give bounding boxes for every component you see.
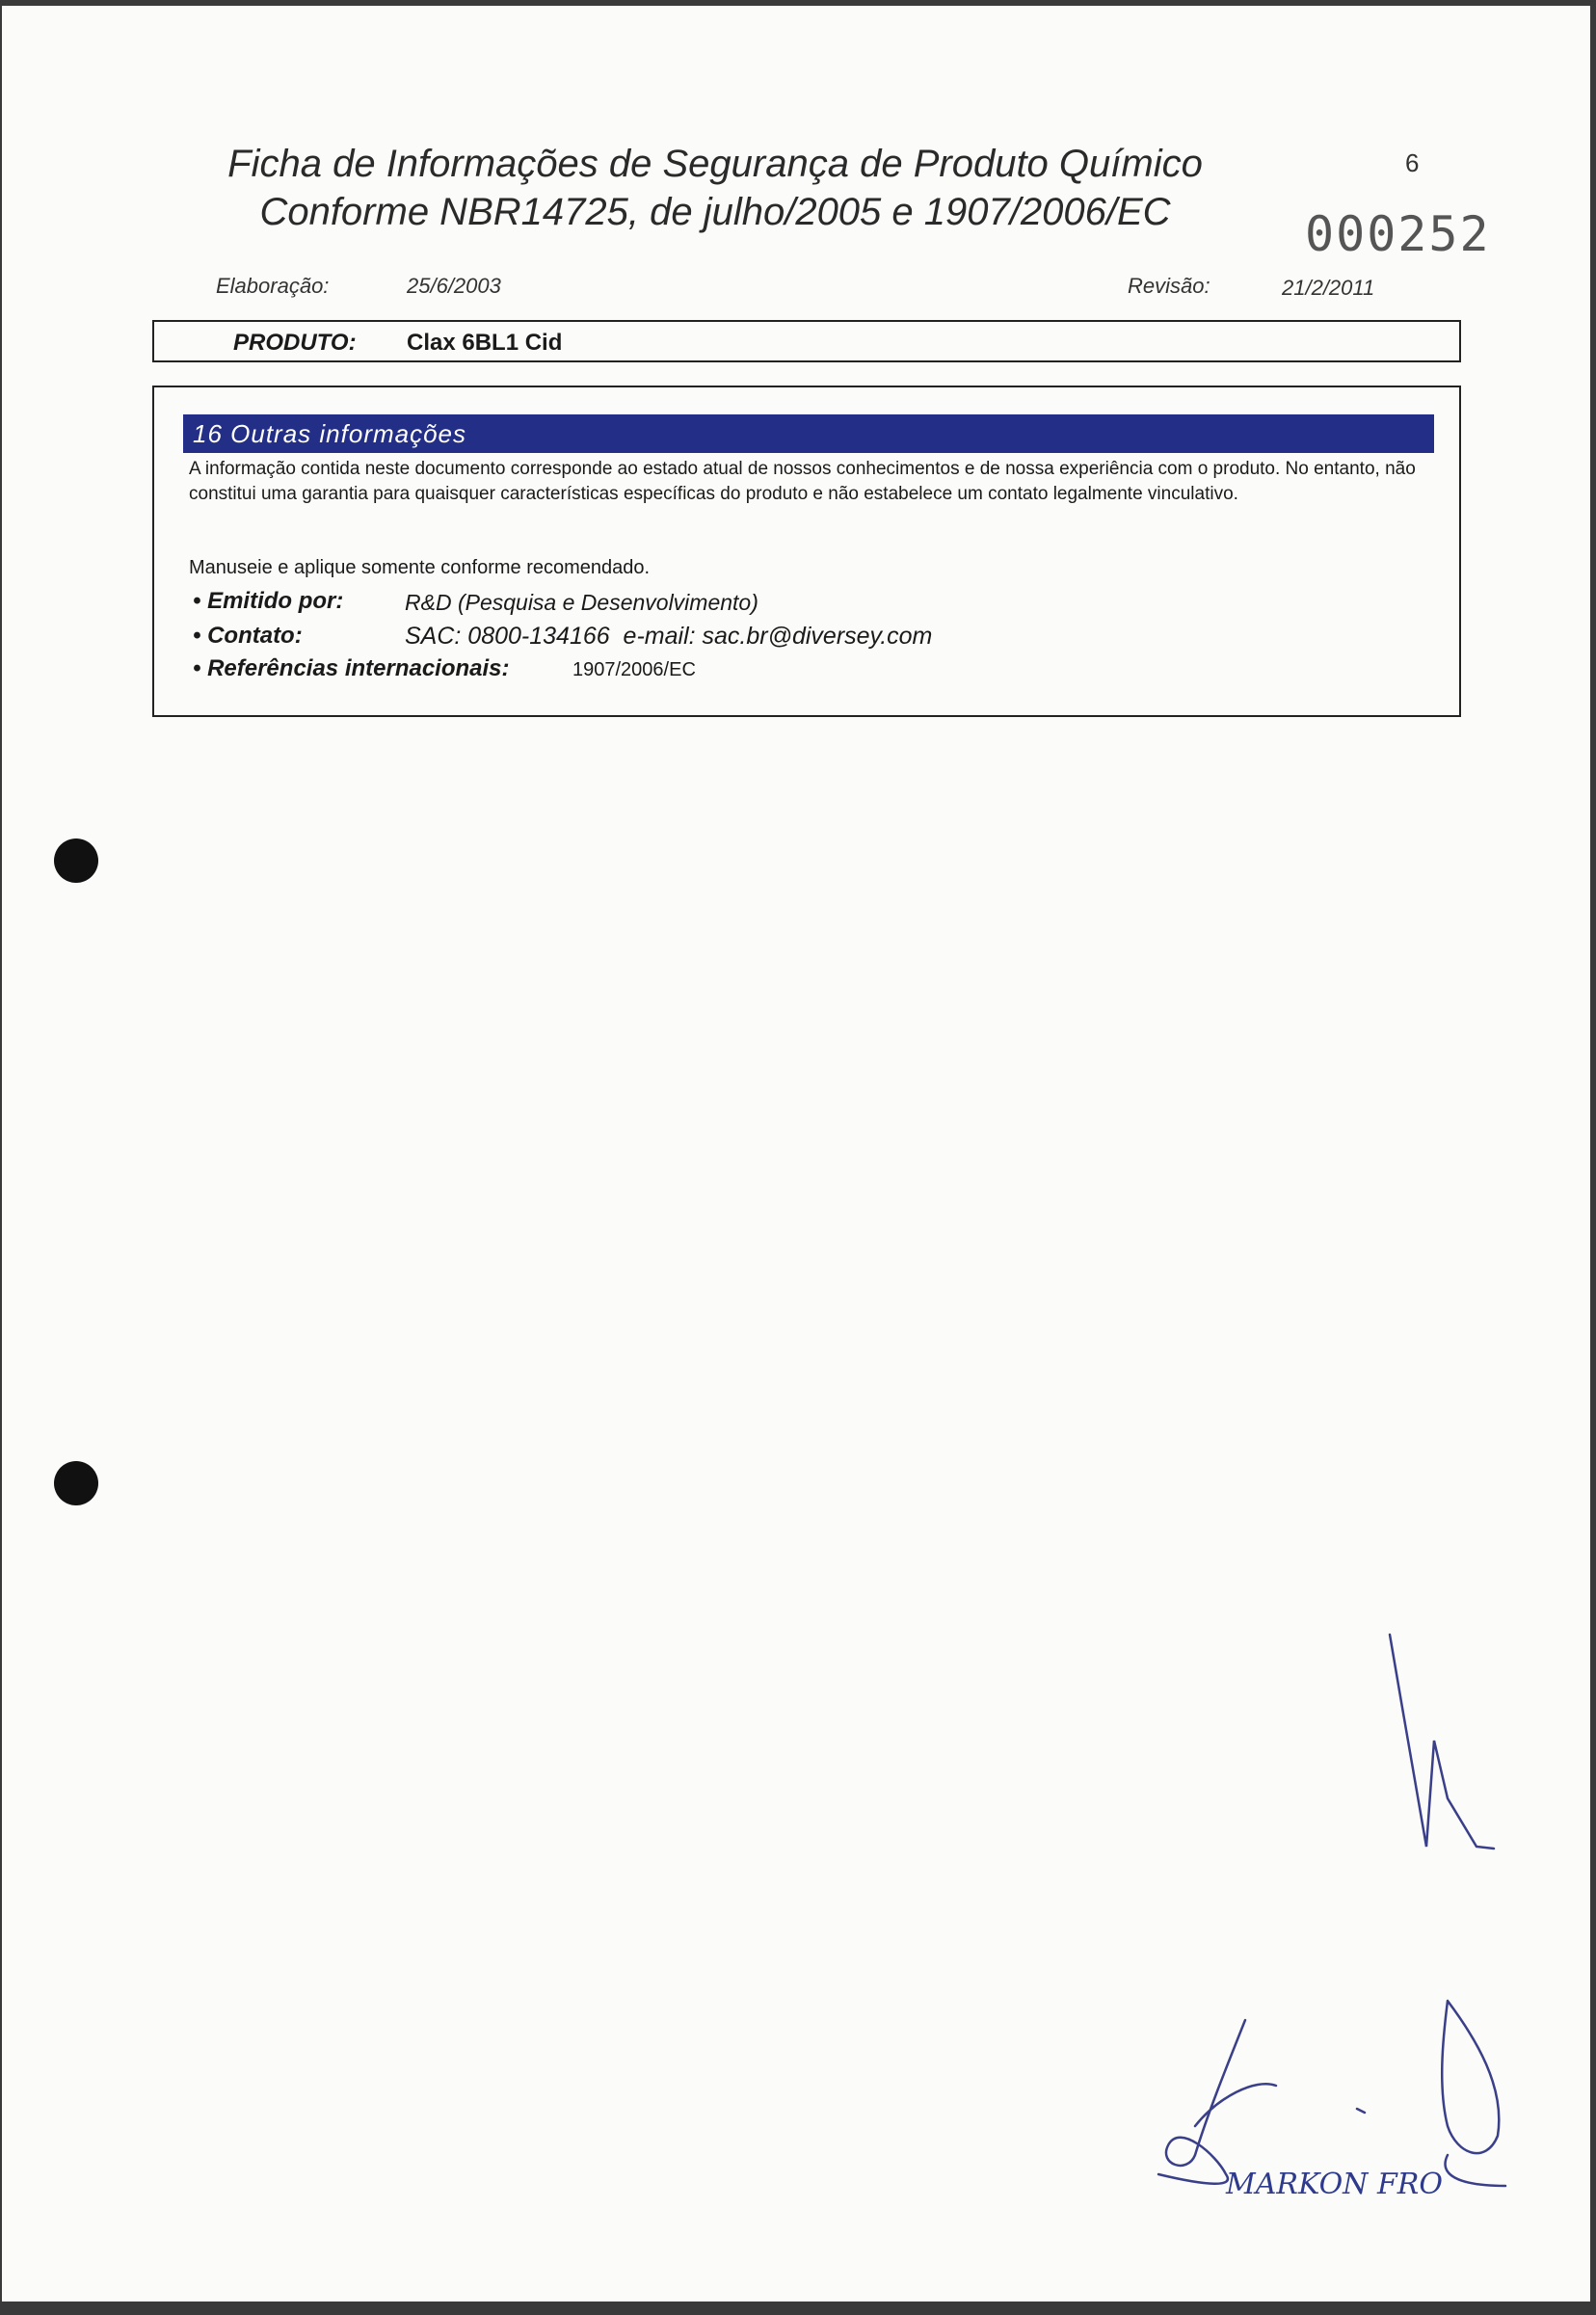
emitido-label: • Emitido por: [193, 588, 344, 614]
emitido-value: R&D (Pesquisa e Desenvolvimento) [405, 590, 758, 615]
section-16-instruction: Manuseie e aplique somente conforme recomendado. [189, 557, 651, 578]
stamp-number: 000252 [1305, 206, 1491, 262]
section-16-paragraph: A informação contida neste documento corresponde ao estado atual de nossos conhecimentos e de nossa experiência com o produto. No entanto, não constitui uma garantia para quaisquer características específicas do produto e não estabelece um contato legalmente vinculativo. [189, 459, 1416, 504]
product-name: Clax 6BL1 Cid [407, 330, 563, 356]
signature-stroke-4 [1357, 2109, 1365, 2113]
signature-stroke-1 [1390, 1635, 1494, 1849]
signature-stroke-5 [1442, 2001, 1499, 2153]
product-label: PRODUTO: [233, 330, 357, 356]
revisao-date: 21/2/2011 [1282, 276, 1375, 300]
signature-stroke-6 [1446, 2155, 1506, 2186]
section-16-heading: 16 Outras informações [183, 414, 1434, 453]
contato-value: SAC: 0800-134166 e-mail: sac.br@diversey.com [405, 623, 933, 650]
revisao-label: Revisão: [1128, 274, 1210, 298]
document-title-line2: Conforme NBR14725, de julho/2005 e 1907/2006/EC [259, 191, 1171, 233]
document-title-line1: Ficha de Informações de Segurança de Produto Químico [227, 143, 1203, 185]
elaboracao-date: 25/6/2003 [407, 274, 501, 298]
signature-stroke-2 [1158, 2020, 1245, 2184]
document-page [2, 6, 1590, 2302]
page-number: 6 [1405, 148, 1420, 177]
elaboracao-label: Elaboração: [216, 274, 330, 298]
referencias-label: • Referências internacionais: [193, 655, 510, 681]
referencias-value: 1907/2006/EC [572, 659, 696, 680]
signature-name: MARKON FRO [1226, 2168, 1443, 2201]
handwritten-signatures [2, 6, 1590, 2302]
contato-label: • Contato: [193, 623, 303, 649]
